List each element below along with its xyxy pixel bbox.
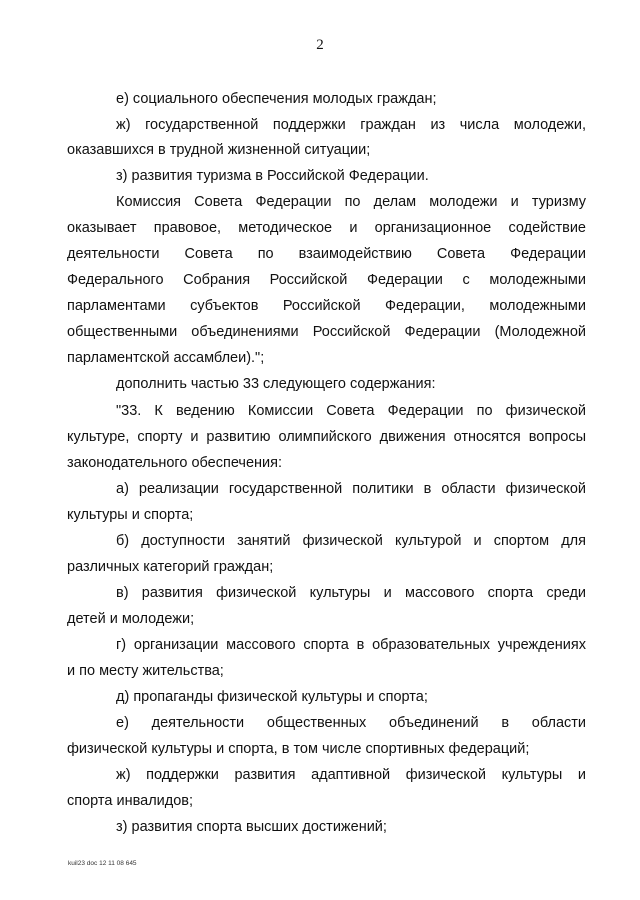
text-line: физической культуры и спорта, в том числе спортивных федераций; [67,741,530,757]
text-line: з) развития спорта высших достижений; [116,819,387,835]
text-line: е) деятельности общественных объединений в области [116,715,586,731]
text-line: Комиссия Совета Федерации по делам молодежи и туризму [116,194,586,210]
footer-file-info: kuil23 doc 12 11 08 645 [68,860,137,867]
text-line: оказавшихся в трудной жизненной ситуации; [67,142,371,158]
text-line: парламентами субъектов Российской Федерации, молодежными [67,298,586,314]
text-line: различных категорий граждан; [67,559,274,575]
text-line: а) реализации государственной политики в области физической [116,481,586,497]
text-line: Федерального Собрания Российской Федерации с молодежными [67,272,586,288]
text-line: з) развития туризма в Российской Федерации. [116,168,429,184]
text-line: культуры и спорта; [67,507,194,523]
text-line: в) развития физической культуры и массового спорта среди [116,585,586,601]
text-line: парламентской ассамблеи)."; [67,350,265,366]
text-line: е) социального обеспечения молодых граждан; [116,91,437,107]
text-line: законодательного обеспечения: [67,455,283,471]
text-line: г) организации массового спорта в образовательных учреждениях [116,637,586,653]
text-line: дополнить частью 33 следующего содержания: [116,376,436,392]
text-line: детей и молодежи; [67,611,195,627]
text-line: культуре, спорту и развитию олимпийского движения относятся вопросы [67,429,586,445]
text-line: ж) государственной поддержки граждан из числа молодежи, [116,117,586,133]
text-line: деятельности Совета по взаимодействию Совета Федерации [67,246,586,262]
text-line: "33. К ведению Комиссии Совета Федерации по физической [116,403,586,419]
page-number: 2 [316,37,324,53]
text-line: ж) поддержки развития адаптивной физической культуры и [116,767,586,783]
text-line: оказывает правовое, методическое и организационное содействие [67,220,586,236]
text-line: общественными объединениями Российской Федерации (Молодежной [67,324,586,340]
text-line: б) доступности занятий физической культурой и спортом для [116,533,586,549]
text-line: спорта инвалидов; [67,793,194,809]
text-line: и по месту жительства; [67,663,224,679]
text-line: д) пропаганды физической культуры и спорта; [116,689,428,705]
